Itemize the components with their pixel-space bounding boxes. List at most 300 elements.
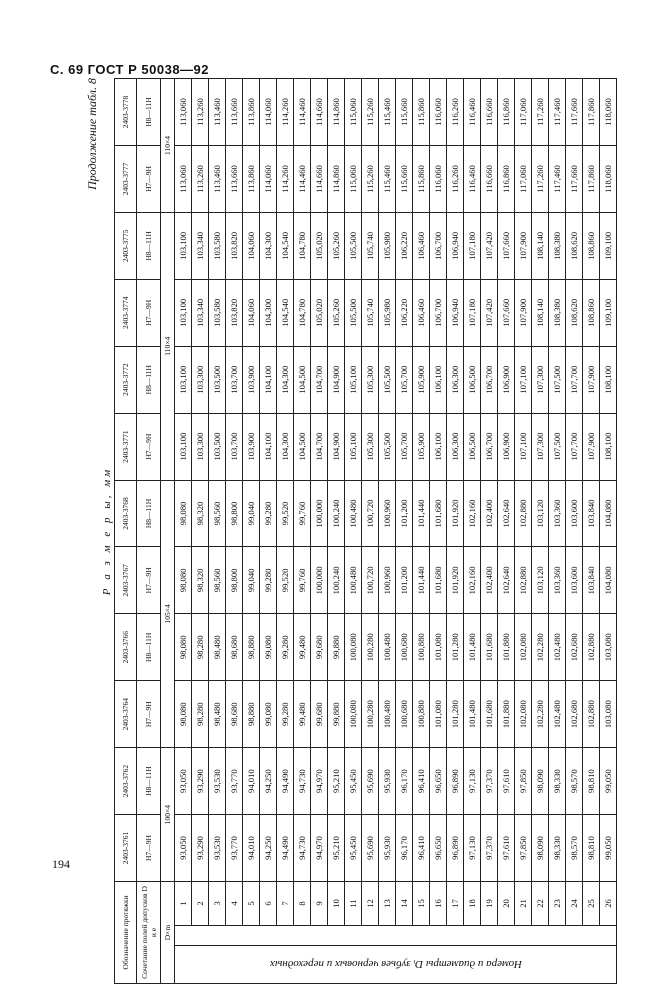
diameter-cell: 116,060 xyxy=(430,146,447,213)
diameter-cell: 117,060 xyxy=(515,79,532,146)
diameter-cell: 95,210 xyxy=(328,815,345,882)
diameter-cell: 94,250 xyxy=(260,748,277,815)
diameter-cell: 104,900 xyxy=(328,346,345,413)
diameter-cell: 100,680 xyxy=(396,681,413,748)
diameter-cell: 117,260 xyxy=(532,79,549,146)
tolerance-cell: H7—9H xyxy=(137,547,161,614)
diameter-cell: 103,100 xyxy=(175,279,192,346)
tolerance-cell: H8—11H xyxy=(137,212,161,279)
code-header: 2403-3761 xyxy=(115,815,137,882)
diameter-cell: 101,680 xyxy=(481,681,498,748)
diameter-cell: 106,940 xyxy=(447,212,464,279)
rotated-table-block xyxy=(84,78,634,984)
diameter-cell: 103,900 xyxy=(243,413,260,480)
diameter-cell: 107,700 xyxy=(566,413,583,480)
diameter-cell: 104,900 xyxy=(328,413,345,480)
diameter-cell: 106,900 xyxy=(498,346,515,413)
diameter-cell: 105,100 xyxy=(345,413,362,480)
diameter-cell: 105,300 xyxy=(362,346,379,413)
diameter-cell: 103,340 xyxy=(192,279,209,346)
diameter-cell: 104,100 xyxy=(260,346,277,413)
diameter-cell: 103,500 xyxy=(209,413,226,480)
diameter-cell: 107,700 xyxy=(566,346,583,413)
diameter-cell: 100,000 xyxy=(311,480,328,547)
tooth-number: 5 xyxy=(243,881,260,925)
diameter-cell: 101,440 xyxy=(413,480,430,547)
diameter-cell: 116,060 xyxy=(430,79,447,146)
diameter-cell: 98,800 xyxy=(226,480,243,547)
diameter-cell: 98,330 xyxy=(549,748,566,815)
diameter-cell: 117,660 xyxy=(566,146,583,213)
table-row xyxy=(549,79,566,984)
diameter-cell: 99,080 xyxy=(260,681,277,748)
tolerance-cell: H8—11H xyxy=(137,748,161,815)
diameter-cell: 100,720 xyxy=(362,480,379,547)
diameter-cell: 106,940 xyxy=(447,279,464,346)
tooth-number: 22 xyxy=(532,881,549,925)
diameter-cell: 103,600 xyxy=(566,547,583,614)
code-header: 2403-3777 xyxy=(115,146,137,213)
diameter-cell: 102,080 xyxy=(515,681,532,748)
diameter-cell: 97,130 xyxy=(464,748,481,815)
tooth-number: 17 xyxy=(447,881,464,925)
diameter-cell: 102,400 xyxy=(481,480,498,547)
table-row xyxy=(566,79,583,984)
diameter-cell: 94,010 xyxy=(243,815,260,882)
diameter-cell: 93,530 xyxy=(209,748,226,815)
diameter-cell: 116,860 xyxy=(498,79,515,146)
code-header: 2403-3768 xyxy=(115,480,137,547)
diameter-cell: 103,600 xyxy=(566,480,583,547)
diameter-cell: 99,680 xyxy=(311,614,328,681)
dxm-label: D×m xyxy=(161,881,175,983)
diameter-cell: 105,700 xyxy=(396,413,413,480)
diameter-cell: 98,080 xyxy=(175,614,192,681)
diameter-cell: 94,730 xyxy=(294,748,311,815)
diameter-cell: 105,500 xyxy=(345,279,362,346)
tolerance-header: Сочетание полей допусков D и e xyxy=(137,881,161,983)
diameter-cell: 93,770 xyxy=(226,815,243,882)
diameter-cell: 116,460 xyxy=(464,79,481,146)
diameter-cell: 104,700 xyxy=(311,413,328,480)
diameter-cell: 109,100 xyxy=(600,279,617,346)
diameter-cell: 108,100 xyxy=(600,346,617,413)
diameter-cell: 106,500 xyxy=(464,413,481,480)
code-header: 2403-3775 xyxy=(115,212,137,279)
diameter-cell: 108,380 xyxy=(549,212,566,279)
table-row xyxy=(464,79,481,984)
diameter-cell: 105,980 xyxy=(379,212,396,279)
tooth-number: 4 xyxy=(226,881,243,925)
diameter-cell: 101,680 xyxy=(430,480,447,547)
table-row xyxy=(226,79,243,984)
diameter-cell: 108,620 xyxy=(566,279,583,346)
code-header: 2403-3767 xyxy=(115,547,137,614)
code-header: 2403-3762 xyxy=(115,748,137,815)
diameter-cell: 106,500 xyxy=(464,346,481,413)
diameter-cell: 114,860 xyxy=(328,79,345,146)
diameter-cell: 105,500 xyxy=(345,212,362,279)
diameter-cell: 100,480 xyxy=(345,480,362,547)
diameter-cell: 104,780 xyxy=(294,279,311,346)
diameter-cell: 99,520 xyxy=(277,480,294,547)
diameter-cell: 107,900 xyxy=(515,279,532,346)
diameter-cell: 98,480 xyxy=(209,681,226,748)
diameter-cell: 107,420 xyxy=(481,212,498,279)
diameter-cell: 114,260 xyxy=(277,146,294,213)
diameter-cell: 94,970 xyxy=(311,748,328,815)
diameter-cell: 103,700 xyxy=(226,413,243,480)
tolerance-cell: H7—9H xyxy=(137,413,161,480)
diameter-cell: 99,040 xyxy=(243,480,260,547)
diameter-cell: 100,280 xyxy=(362,681,379,748)
diameter-cell: 104,300 xyxy=(260,279,277,346)
diameter-cell: 103,840 xyxy=(583,547,600,614)
code-header: 2403-3771 xyxy=(115,413,137,480)
diameter-cell: 100,240 xyxy=(328,480,345,547)
tooth-number: 21 xyxy=(515,881,532,925)
designation-header: Обозначение протяжки xyxy=(115,881,137,983)
diameter-cell: 107,500 xyxy=(549,413,566,480)
diameter-cell: 98,480 xyxy=(209,614,226,681)
diameter-cell: 94,490 xyxy=(277,815,294,882)
diameter-cell: 114,060 xyxy=(260,79,277,146)
diameter-cell: 106,460 xyxy=(413,279,430,346)
diameter-cell: 96,650 xyxy=(430,748,447,815)
diameter-cell: 113,060 xyxy=(175,146,192,213)
diameter-cell: 105,100 xyxy=(345,346,362,413)
tooth-number: 1 xyxy=(175,881,192,925)
side-label-cell xyxy=(175,946,617,984)
diameter-cell: 104,540 xyxy=(277,279,294,346)
diameter-cell: 98,080 xyxy=(175,547,192,614)
diameter-cell: 99,760 xyxy=(294,547,311,614)
diameter-cell: 113,660 xyxy=(226,79,243,146)
diameter-cell: 116,660 xyxy=(481,79,498,146)
diameter-cell: 101,080 xyxy=(430,614,447,681)
diameter-cell: 115,460 xyxy=(379,79,396,146)
diameter-cell: 107,900 xyxy=(583,413,600,480)
diameter-cell: 100,880 xyxy=(413,681,430,748)
diameter-cell: 114,060 xyxy=(260,146,277,213)
diameter-cell: 114,460 xyxy=(294,79,311,146)
diameter-cell: 115,860 xyxy=(413,79,430,146)
diameter-cell: 104,780 xyxy=(294,212,311,279)
diameter-cell: 115,660 xyxy=(396,79,413,146)
diameter-cell: 107,180 xyxy=(464,212,481,279)
diameter-cell: 99,280 xyxy=(260,480,277,547)
diameter-cell: 102,400 xyxy=(481,547,498,614)
diameter-cell: 100,480 xyxy=(345,547,362,614)
tooth-number: 6 xyxy=(260,881,277,925)
diameter-cell: 115,260 xyxy=(362,146,379,213)
diameter-cell: 107,500 xyxy=(549,346,566,413)
diameter-cell: 116,260 xyxy=(447,146,464,213)
code-header: 2403-3772 xyxy=(115,346,137,413)
diameter-cell: 100,680 xyxy=(396,614,413,681)
diameter-cell: 101,480 xyxy=(464,614,481,681)
diameter-cell: 103,820 xyxy=(226,212,243,279)
diameter-cell: 100,240 xyxy=(328,547,345,614)
tooth-number: 9 xyxy=(311,881,328,925)
diameter-cell: 96,650 xyxy=(430,815,447,882)
table-row xyxy=(498,79,515,984)
diameter-cell: 118,060 xyxy=(600,79,617,146)
tooth-number: 14 xyxy=(396,881,413,925)
broach-dimensions-table xyxy=(114,78,617,984)
side-label: Номера и диаметры Dᵢ зубьев черновых и переходных xyxy=(269,958,522,971)
diameter-cell: 95,690 xyxy=(362,815,379,882)
diameter-cell: 105,260 xyxy=(328,279,345,346)
diameter-cell: 97,370 xyxy=(481,748,498,815)
tolerance-cell: H7—9H xyxy=(137,146,161,213)
diameter-cell: 98,280 xyxy=(192,681,209,748)
diameter-cell: 114,660 xyxy=(311,79,328,146)
diameter-cell: 108,140 xyxy=(532,279,549,346)
diameter-cell: 104,080 xyxy=(600,480,617,547)
diameter-cell: 94,250 xyxy=(260,815,277,882)
diameter-cell: 102,640 xyxy=(498,547,515,614)
diameter-cell: 100,960 xyxy=(379,547,396,614)
tooth-number: 16 xyxy=(430,881,447,925)
diameter-cell: 105,020 xyxy=(311,279,328,346)
diameter-cell: 104,540 xyxy=(277,212,294,279)
diameter-cell: 101,280 xyxy=(447,681,464,748)
diameter-cell: 101,200 xyxy=(396,547,413,614)
diameter-cell: 105,020 xyxy=(311,212,328,279)
diameter-cell: 98,080 xyxy=(175,681,192,748)
diameter-cell: 106,100 xyxy=(430,413,447,480)
diameter-cell: 116,260 xyxy=(447,79,464,146)
table-row xyxy=(192,79,209,984)
diameter-cell: 104,300 xyxy=(277,413,294,480)
diameter-cell: 117,660 xyxy=(566,79,583,146)
tooth-number: 25 xyxy=(583,881,600,925)
table-row xyxy=(430,79,447,984)
diameter-cell: 95,690 xyxy=(362,748,379,815)
diameter-cell: 103,820 xyxy=(226,279,243,346)
diameter-cell: 104,500 xyxy=(294,346,311,413)
diameter-cell: 105,500 xyxy=(379,413,396,480)
diameter-cell: 93,290 xyxy=(192,815,209,882)
code-header: 2403-3764 xyxy=(115,681,137,748)
diameter-cell: 95,930 xyxy=(379,815,396,882)
diameter-cell: 99,520 xyxy=(277,547,294,614)
diameter-cell: 96,410 xyxy=(413,815,430,882)
diameter-cell: 104,500 xyxy=(294,413,311,480)
diameter-cell: 97,850 xyxy=(515,748,532,815)
diameter-cell: 107,900 xyxy=(583,346,600,413)
diameter-cell: 115,660 xyxy=(396,146,413,213)
module-header: 110×4 xyxy=(161,212,175,480)
diameter-cell: 106,100 xyxy=(430,346,447,413)
diameter-cell: 113,060 xyxy=(175,79,192,146)
diameter-cell: 102,880 xyxy=(515,480,532,547)
diameter-cell: 117,260 xyxy=(532,146,549,213)
diameter-cell: 104,700 xyxy=(311,346,328,413)
table-row xyxy=(532,79,549,984)
diameter-cell: 115,260 xyxy=(362,79,379,146)
table-row xyxy=(311,79,328,984)
diameter-cell: 113,860 xyxy=(243,79,260,146)
tooth-number: 12 xyxy=(362,881,379,925)
diameter-cell: 101,080 xyxy=(430,681,447,748)
diameter-cell: 98,560 xyxy=(209,480,226,547)
tooth-number: 18 xyxy=(464,881,481,925)
diameter-cell: 98,320 xyxy=(192,480,209,547)
diameter-cell: 102,480 xyxy=(549,614,566,681)
diameter-cell: 106,220 xyxy=(396,279,413,346)
diameter-cell: 98,570 xyxy=(566,748,583,815)
diameter-cell: 115,060 xyxy=(345,79,362,146)
table-row xyxy=(294,79,311,984)
diameter-cell: 95,930 xyxy=(379,748,396,815)
diameter-cell: 102,640 xyxy=(498,480,515,547)
diameter-cell: 109,100 xyxy=(600,212,617,279)
diameter-cell: 98,570 xyxy=(566,815,583,882)
diameter-cell: 101,480 xyxy=(464,681,481,748)
diameter-cell: 101,680 xyxy=(481,614,498,681)
tooth-number: 20 xyxy=(498,881,515,925)
table-row xyxy=(175,79,192,984)
diameter-cell: 94,970 xyxy=(311,815,328,882)
table-row xyxy=(277,79,294,984)
diameter-cell: 107,420 xyxy=(481,279,498,346)
tooth-number: 11 xyxy=(345,881,362,925)
diameter-cell: 96,410 xyxy=(413,748,430,815)
diameter-cell: 96,890 xyxy=(447,748,464,815)
table-row xyxy=(447,79,464,984)
diameter-cell: 113,260 xyxy=(192,79,209,146)
table-row xyxy=(209,79,226,984)
diameter-cell: 101,920 xyxy=(447,547,464,614)
tooth-number: 7 xyxy=(277,881,294,925)
sizes-heading: Р а з м е р ы, мм xyxy=(101,466,113,596)
spacer-cell xyxy=(175,926,617,946)
diameter-cell: 113,660 xyxy=(226,146,243,213)
diameter-cell: 104,100 xyxy=(260,413,277,480)
diameter-cell: 107,300 xyxy=(532,346,549,413)
diameter-cell: 98,880 xyxy=(243,681,260,748)
diameter-cell: 104,080 xyxy=(600,547,617,614)
diameter-cell: 93,050 xyxy=(175,748,192,815)
diameter-cell: 95,210 xyxy=(328,748,345,815)
diameter-cell: 100,000 xyxy=(311,547,328,614)
tolerance-cell: H8—11H xyxy=(137,614,161,681)
diameter-cell: 99,080 xyxy=(260,614,277,681)
diameter-cell: 100,080 xyxy=(345,614,362,681)
diameter-cell: 100,880 xyxy=(413,614,430,681)
diameter-cell: 104,060 xyxy=(243,212,260,279)
diameter-cell: 115,060 xyxy=(345,146,362,213)
diameter-cell: 107,100 xyxy=(515,346,532,413)
diameter-cell: 95,450 xyxy=(345,748,362,815)
diameter-cell: 99,680 xyxy=(311,681,328,748)
diameter-cell: 102,680 xyxy=(566,681,583,748)
diameter-cell: 103,360 xyxy=(549,547,566,614)
diameter-cell: 99,280 xyxy=(260,547,277,614)
diameter-cell: 105,700 xyxy=(396,346,413,413)
diameter-cell: 102,880 xyxy=(515,547,532,614)
tolerance-cell: H8—11H xyxy=(137,79,161,146)
tooth-number: 13 xyxy=(379,881,396,925)
table-row xyxy=(515,79,532,984)
diameter-cell: 113,460 xyxy=(209,79,226,146)
table-row xyxy=(379,79,396,984)
diameter-cell: 106,460 xyxy=(413,212,430,279)
diameter-cell: 98,880 xyxy=(243,614,260,681)
diameter-cell: 98,810 xyxy=(583,748,600,815)
diameter-cell: 101,440 xyxy=(413,547,430,614)
table-row xyxy=(243,79,260,984)
diameter-cell: 103,500 xyxy=(209,346,226,413)
table-row xyxy=(345,79,362,984)
diameter-cell: 118,060 xyxy=(600,146,617,213)
diameter-cell: 103,080 xyxy=(600,681,617,748)
diameter-cell: 114,660 xyxy=(311,146,328,213)
diameter-cell: 103,580 xyxy=(209,212,226,279)
diameter-cell: 99,040 xyxy=(243,547,260,614)
diameter-cell: 100,720 xyxy=(362,547,379,614)
diameter-cell: 106,700 xyxy=(430,279,447,346)
diameter-cell: 102,280 xyxy=(532,681,549,748)
diameter-cell: 101,680 xyxy=(430,547,447,614)
diameter-cell: 107,100 xyxy=(515,413,532,480)
tooth-number: 8 xyxy=(294,881,311,925)
diameter-cell: 93,290 xyxy=(192,748,209,815)
diameter-cell: 113,260 xyxy=(192,146,209,213)
diameter-cell: 107,900 xyxy=(515,212,532,279)
diameter-cell: 101,200 xyxy=(396,480,413,547)
diameter-cell: 103,360 xyxy=(549,480,566,547)
diameter-cell: 116,860 xyxy=(498,146,515,213)
diameter-cell: 99,050 xyxy=(600,748,617,815)
page-header: С. 69 ГОСТ Р 50038—92 xyxy=(50,62,210,77)
diameter-cell: 101,280 xyxy=(447,614,464,681)
diameter-cell: 107,660 xyxy=(498,279,515,346)
diameter-cell: 101,920 xyxy=(447,480,464,547)
diameter-cell: 106,700 xyxy=(481,346,498,413)
diameter-cell: 99,280 xyxy=(277,614,294,681)
diameter-cell: 108,100 xyxy=(600,413,617,480)
diameter-cell: 113,460 xyxy=(209,146,226,213)
diameter-cell: 98,320 xyxy=(192,547,209,614)
diameter-cell: 107,300 xyxy=(532,413,549,480)
diameter-cell: 100,960 xyxy=(379,480,396,547)
diameter-cell: 117,060 xyxy=(515,146,532,213)
diameter-cell: 104,060 xyxy=(243,279,260,346)
diameter-cell: 117,460 xyxy=(549,79,566,146)
diameter-cell: 103,340 xyxy=(192,212,209,279)
diameter-cell: 103,100 xyxy=(175,413,192,480)
diameter-cell: 98,680 xyxy=(226,681,243,748)
diameter-cell: 99,880 xyxy=(328,681,345,748)
diameter-cell: 117,460 xyxy=(549,146,566,213)
table-row xyxy=(583,79,600,984)
diameter-cell: 97,850 xyxy=(515,815,532,882)
diameter-cell: 100,280 xyxy=(362,614,379,681)
diameter-cell: 102,160 xyxy=(464,480,481,547)
diameter-cell: 108,860 xyxy=(583,212,600,279)
diameter-cell: 113,860 xyxy=(243,146,260,213)
diameter-cell: 116,460 xyxy=(464,146,481,213)
tooth-number: 26 xyxy=(600,881,617,925)
diameter-cell: 100,480 xyxy=(379,681,396,748)
diameter-cell: 102,880 xyxy=(583,681,600,748)
diameter-cell: 103,300 xyxy=(192,346,209,413)
diameter-cell: 102,880 xyxy=(583,614,600,681)
diameter-cell: 101,880 xyxy=(498,681,515,748)
